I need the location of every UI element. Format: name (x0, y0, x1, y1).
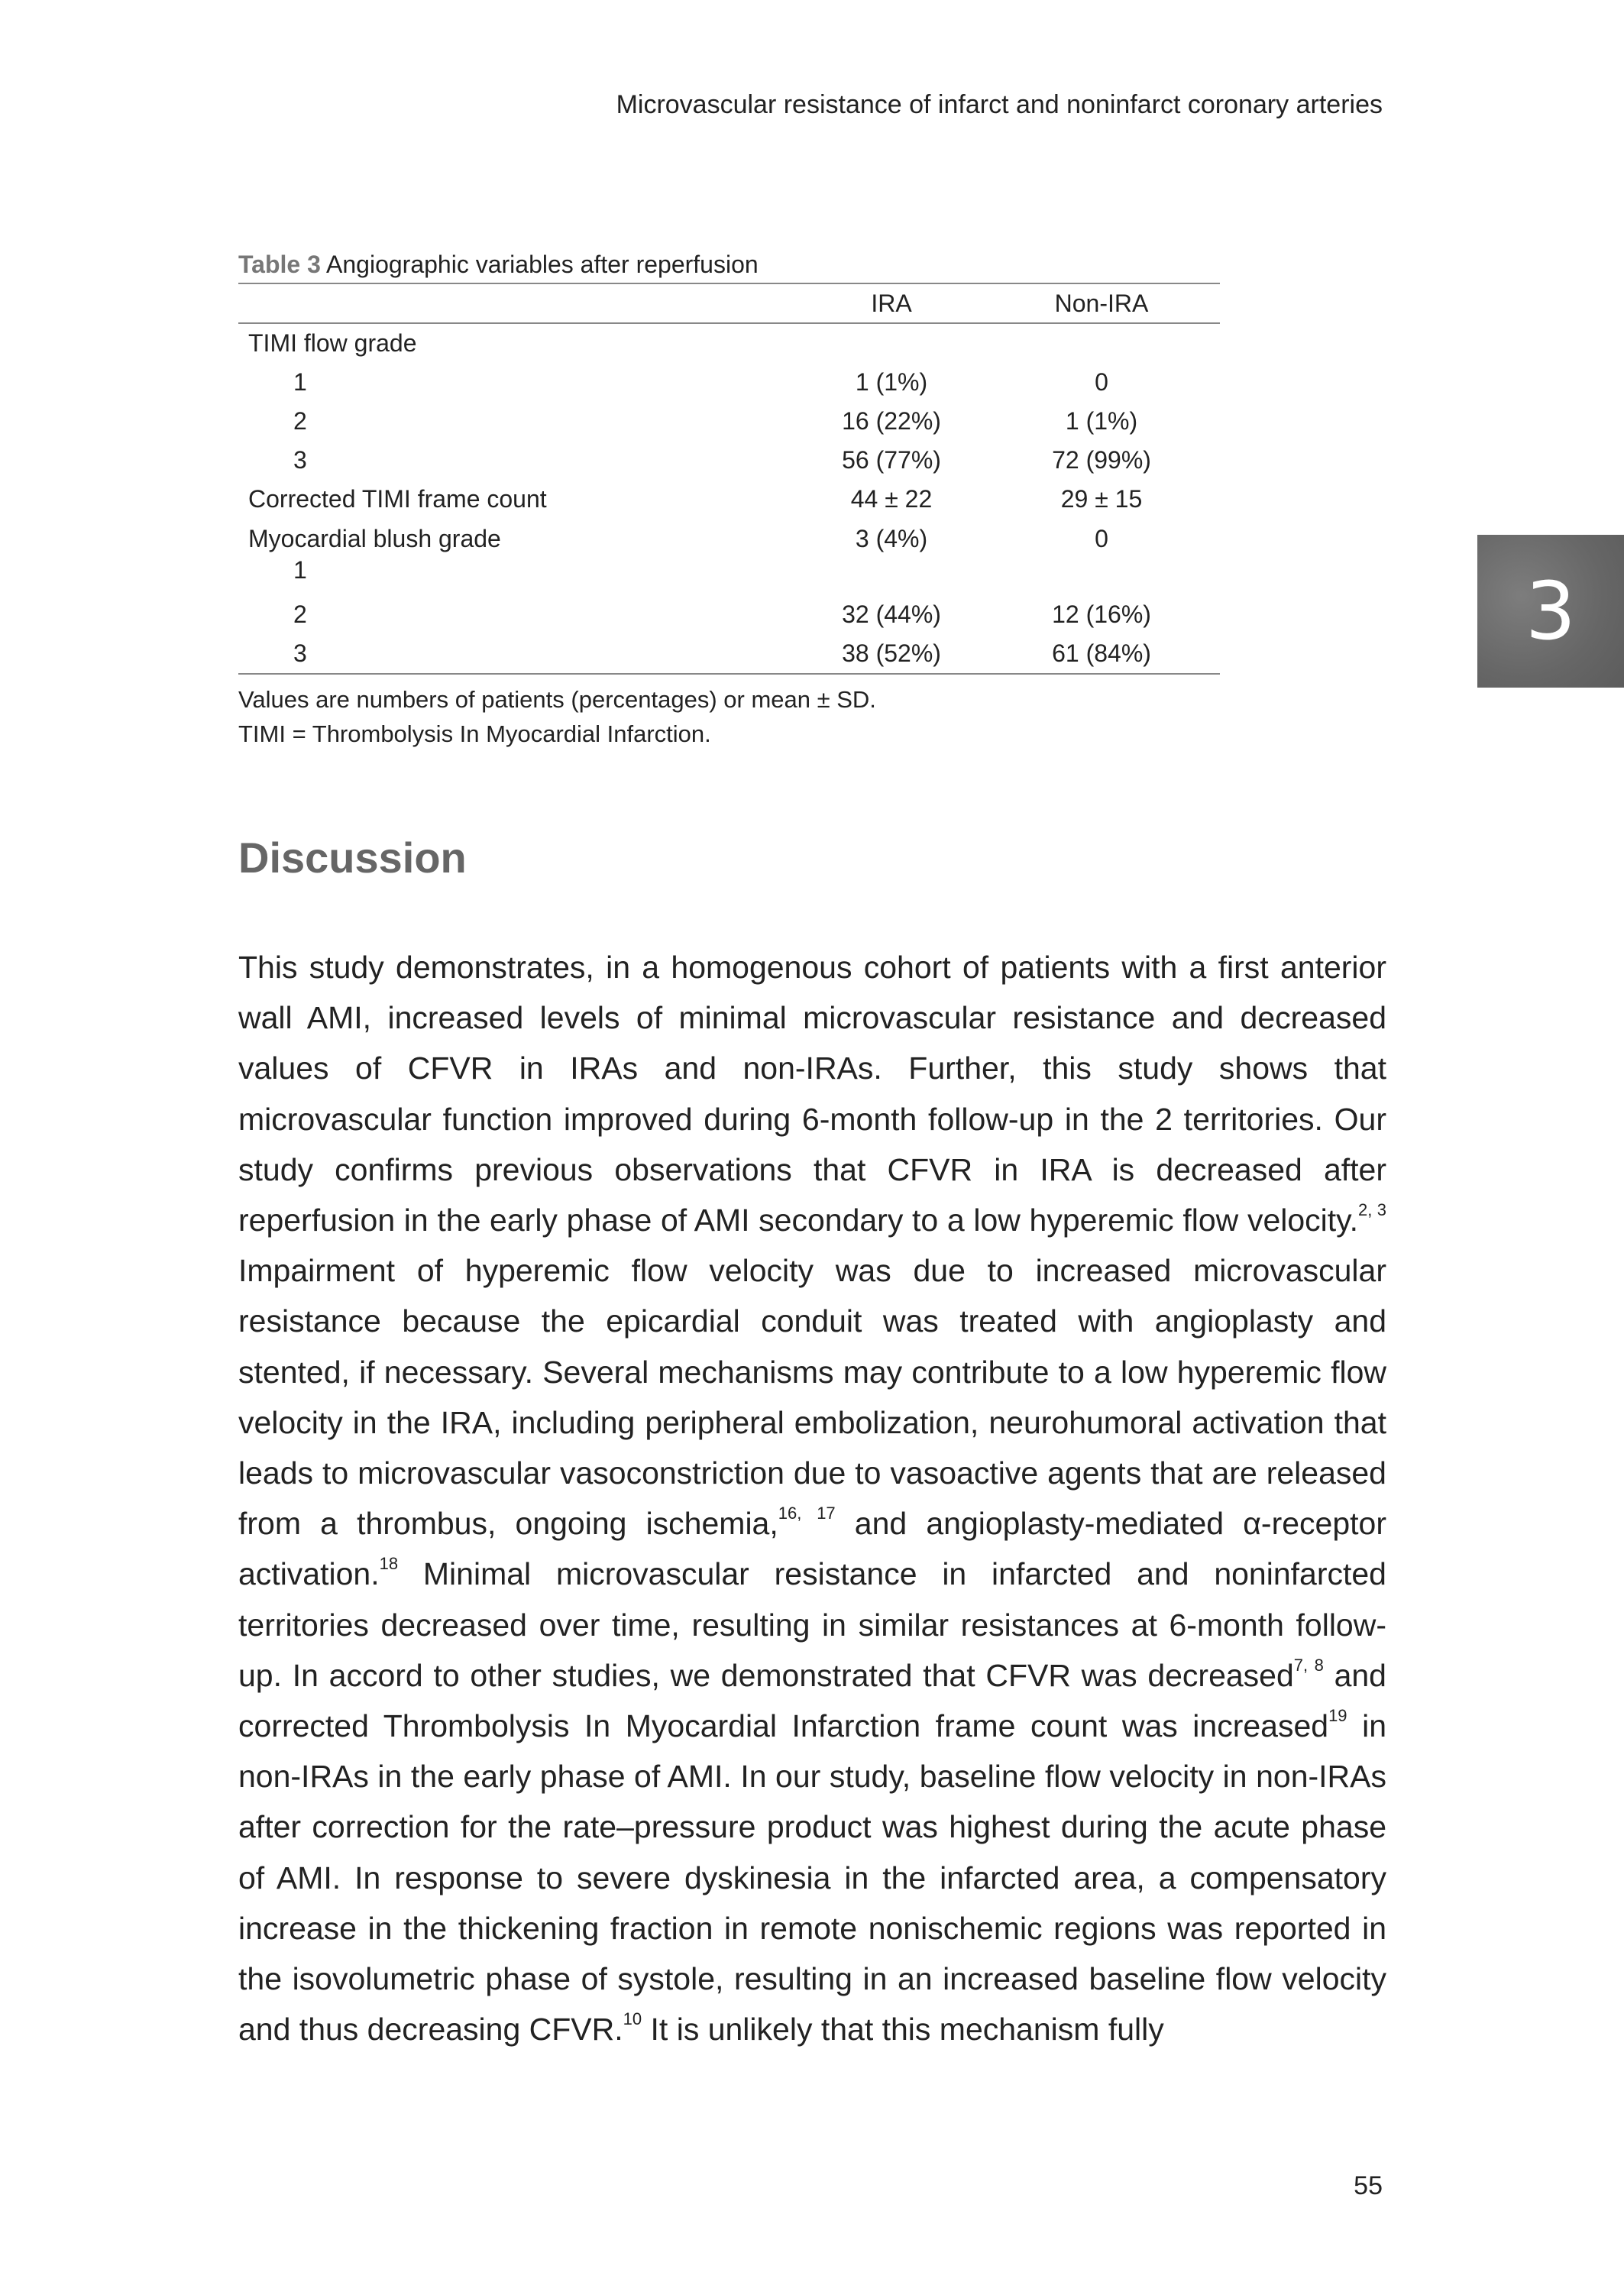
text-run: and corrected Thrombolysis In Myocardial Infarction frame count was increased (238, 1657, 1386, 1744)
cell-ira: 16 (22%) (842, 407, 941, 435)
cell-ira: 1 (1%) (855, 368, 928, 396)
table-caption-number: Table 3 (238, 251, 321, 278)
table-row (238, 480, 1220, 519)
table-note: TIMI = Thrombolysis In Myocardial Infarction. (238, 720, 711, 747)
reference-superscript: 7, 8 (1293, 1655, 1324, 1675)
page-number: 55 (1354, 2171, 1383, 2200)
table-row (238, 519, 1220, 595)
chapter-tab (1477, 535, 1624, 688)
text-run: in non-IRAs in the early phase of AMI. In our study, baseline flow velocity in non-IRAs after correction for the rate–pressure product was highest during the acute phase of AMI. In response to severe dyskinesia in the infarcted area, a compensatory increase in the thickening fraction in remote nonischemic regions was reported in the isovolumetric phase of systole, resulting in an increased baseline flow velocity and thus decreasing CFVR. (238, 1708, 1386, 2048)
row-label: Corrected TIMI frame count (248, 485, 547, 513)
cell-non-ira: 12 (16%) (1052, 601, 1151, 628)
cell-ira: 44 ± 22 (850, 485, 933, 513)
text-run: Minimal microvascular resistance in infarcted and noninfarcted territories decreased over time, resulting in similar resistances at 6-month follow-up. In accord to other studies, we demonstrated that CFVR was decreased (238, 1556, 1386, 1693)
cell-ira: 3 (4%) (855, 525, 928, 552)
chapter-tab-number: 3 (1525, 565, 1577, 658)
table-row (238, 441, 1220, 480)
row-label: 3 (293, 446, 307, 474)
reference-superscript: 10 (623, 2009, 642, 2029)
body-paragraph (238, 942, 1386, 2054)
cell-non-ira: 0 (1095, 525, 1108, 552)
table-caption (238, 246, 1220, 283)
table-header-row (238, 283, 1220, 323)
cell-ira: 56 (77%) (842, 446, 941, 474)
running-header: Microvascular resistance of infarct and noninfarct coronary arteries (616, 90, 1383, 119)
row-label: TIMI flow grade (248, 329, 417, 357)
table-notes (238, 682, 1220, 751)
text-run: This study demonstrates, in a homogenous cohort of patients with a first anterior wall AMI, increased levels of minimal microvascular resistance and decreased values of CFVR in IRAs and non-IRAs. Further, this study shows that microvascular function improved during 6-month follow-up in the 2 territories. Our study confirms previous observations that CFVR in IRA is decreased after reperfusion in the early phase of AMI secondary to a low hyperemic flow velocity. (238, 950, 1386, 1238)
reference-superscript: 16, 17 (778, 1504, 836, 1523)
column-header-ira: IRA (871, 289, 912, 317)
row-sublabel: 1 (293, 556, 307, 584)
table-3 (238, 246, 1220, 751)
table-row (238, 634, 1220, 674)
reference-superscript: 2, 3 (1358, 1200, 1386, 1220)
section-title: Discussion (238, 834, 467, 882)
cell-non-ira: 29 ± 15 (1060, 485, 1143, 513)
text-run: It is unlikely that this mechanism fully (642, 2012, 1164, 2048)
column-header-non-ira: Non-IRA (1054, 289, 1149, 317)
table-note: Values are numbers of patients (percentages) or mean ± SD. (238, 686, 876, 713)
table-caption-text: Angiographic variables after reperfusion (326, 251, 759, 278)
column-header-label (238, 283, 800, 323)
row-label: 3 (293, 639, 307, 667)
table-row (238, 323, 1220, 363)
cell-non-ira: 61 (84%) (1052, 639, 1151, 667)
reference-superscript: 18 (379, 1554, 399, 1574)
text-run: Impairment of hyperemic flow velocity was due to increased microvascular resistance because the epicardial conduit was treated with angioplasty and stented, if necessary. Several mechanisms may contribute to a low hyperemic flow velocity in the IRA, including peripheral embolization, neurohumoral activation that leads to microvascular vasoconstriction due to vasoactive agents that are released from a thrombus, ongoing ischemia, (238, 1253, 1386, 1542)
row-label-text: Myocardial blush grade (248, 525, 501, 552)
row-label: 1 (293, 368, 307, 396)
cell-non-ira: 72 (99%) (1052, 446, 1151, 474)
row-label: 2 (293, 601, 307, 628)
text-run: and angioplasty-mediated α-receptor activation. (238, 1506, 1386, 1592)
row-label: 2 (293, 407, 307, 435)
table-row (238, 402, 1220, 441)
table-row (238, 595, 1220, 634)
cell-ira: 38 (52%) (842, 639, 941, 667)
table-row (238, 363, 1220, 402)
cell-ira: 32 (44%) (842, 601, 941, 628)
reference-superscript: 19 (1328, 1706, 1347, 1726)
angiographic-table (238, 283, 1220, 675)
cell-non-ira: 0 (1095, 368, 1108, 396)
row-label (238, 519, 800, 595)
cell-non-ira: 1 (1%) (1065, 407, 1138, 435)
